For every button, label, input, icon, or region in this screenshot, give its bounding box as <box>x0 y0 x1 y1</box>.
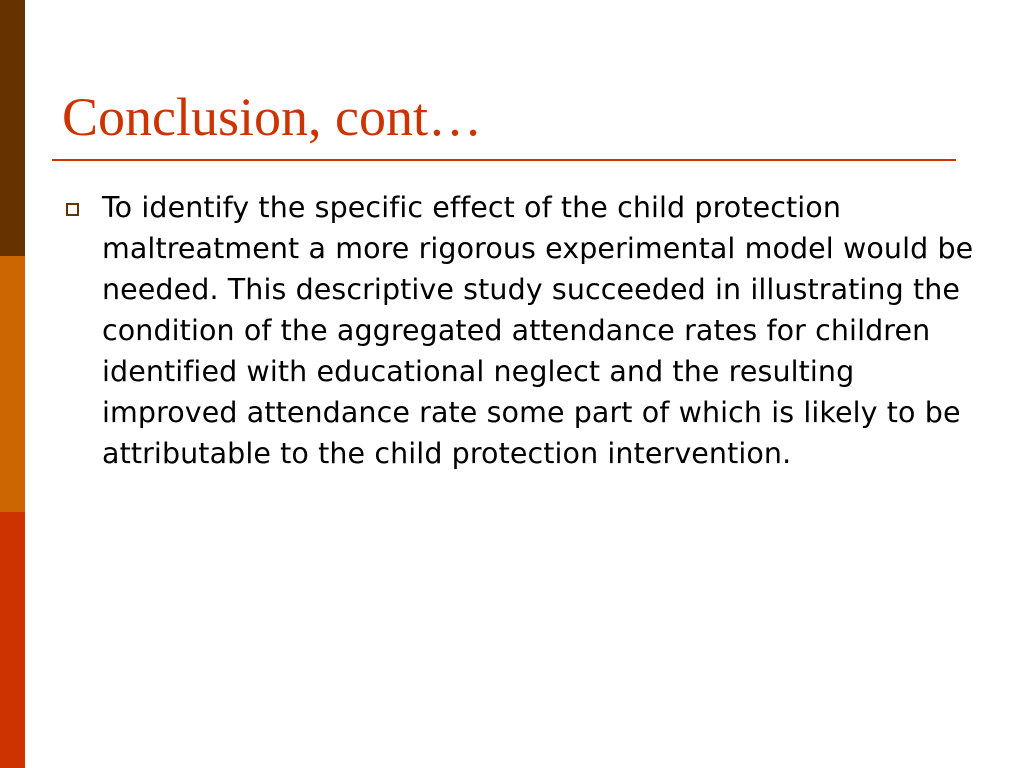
side-bar-bottom-segment <box>0 512 25 768</box>
bullet-list <box>60 187 980 474</box>
hollow-square-bullet-icon <box>66 203 79 216</box>
side-bar-top-segment <box>0 0 25 256</box>
bullet-item <box>60 187 980 474</box>
slide-title: Conclusion, cont… <box>62 87 482 147</box>
bullet-text: To identify the specific effect of the child protection maltreatment a more rigorous experimental model would be needed. This descriptive study succeeded in illustrating the condition of the aggregated attendance rates for children identified with educational neglect and the resulting improved attendance rate some part of which is likely to be attributable to the child protection intervention. <box>102 191 974 470</box>
title-underline-rule <box>52 159 956 161</box>
side-bar-middle-segment <box>0 256 25 512</box>
